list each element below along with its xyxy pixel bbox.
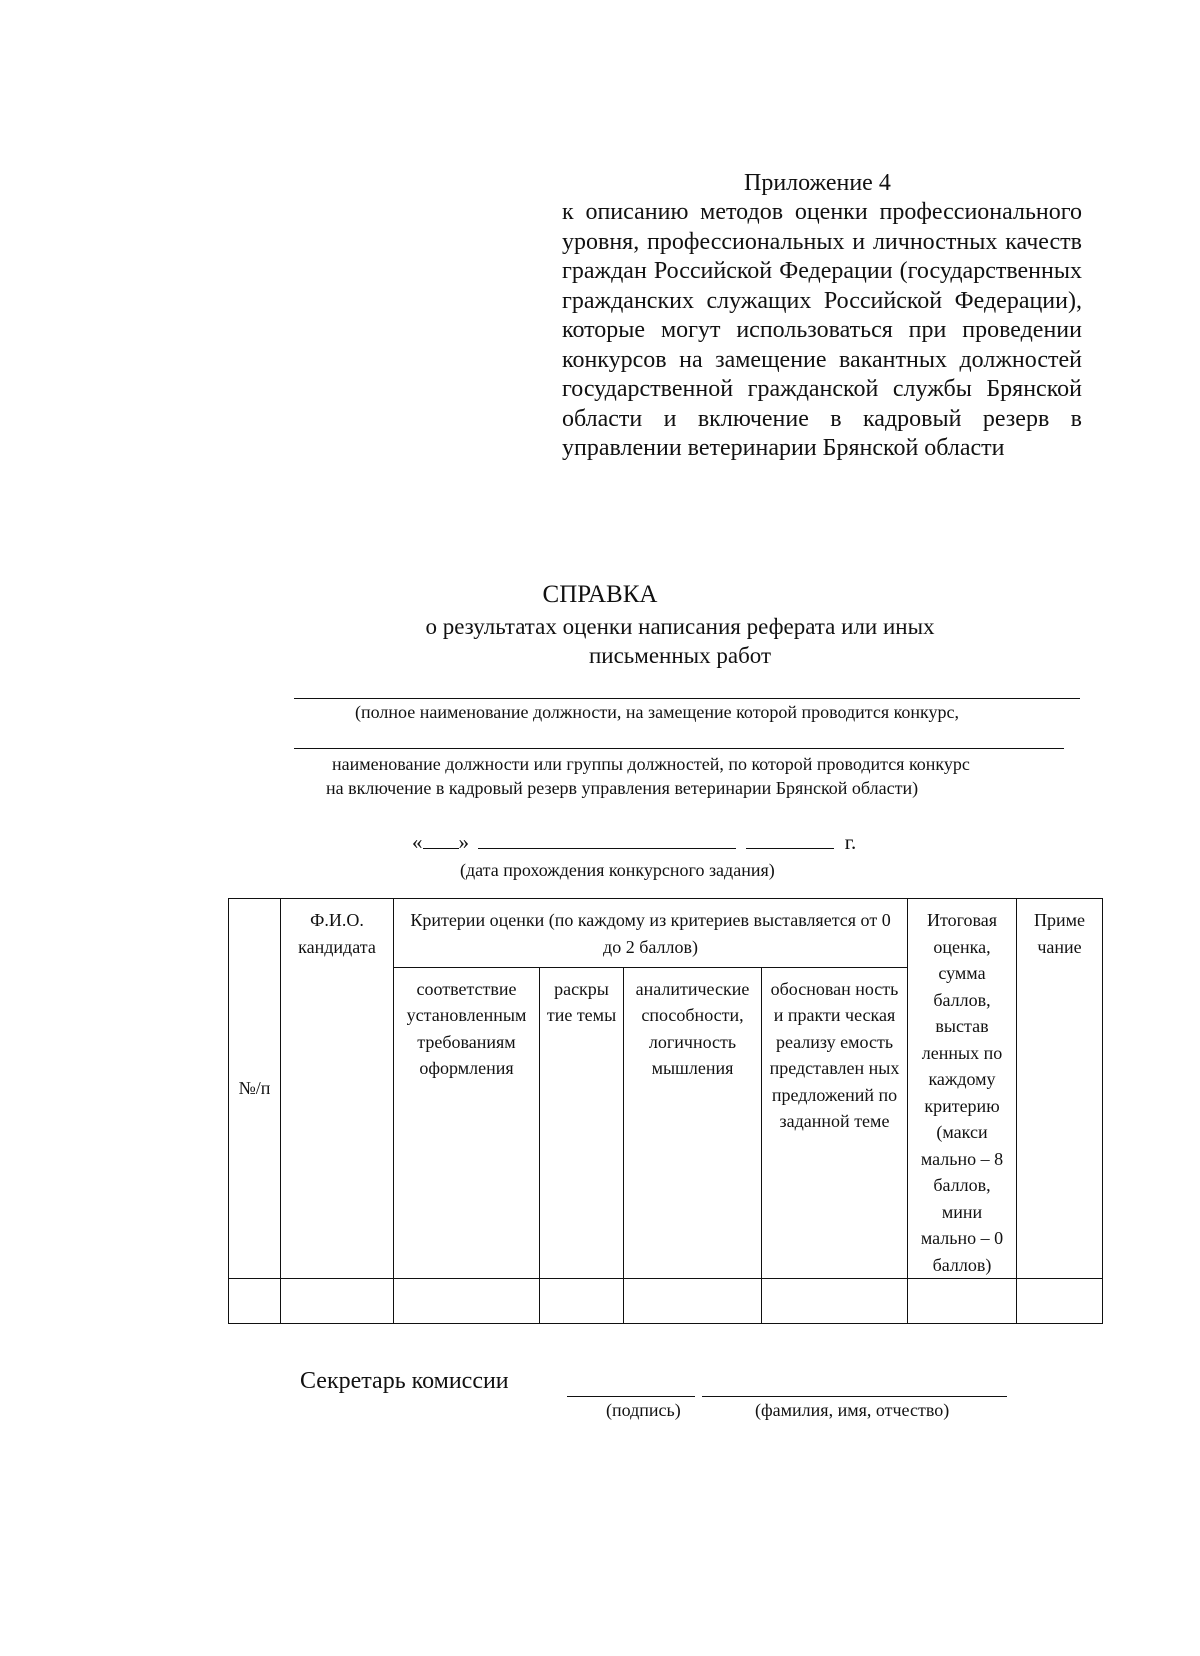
date-open-quote: « [412, 830, 423, 854]
document-subtitle-line-2: письменных работ [588, 643, 772, 668]
position-group-fill-line[interactable] [294, 748, 1064, 749]
header-number: №/п [229, 899, 281, 1279]
date-day-blank[interactable] [423, 830, 459, 849]
header-criterion-formatting: соответствие установленным требованиям оформления [394, 967, 540, 1278]
cell-number[interactable] [229, 1279, 281, 1324]
header-criterion-analytical-skills: аналитические способности, логичность мышления [624, 967, 762, 1278]
fio-line[interactable] [702, 1396, 1007, 1397]
date-month-blank[interactable] [478, 830, 736, 849]
date-year-suffix: г. [844, 830, 857, 854]
header-criterion-topic-coverage: раскры тие темы [540, 967, 624, 1278]
position-fill-line[interactable] [294, 698, 1080, 699]
cell-criterion-formatting[interactable] [394, 1279, 540, 1324]
header-total-score: Итоговая оценка, сумма баллов, выстав ленных по каждому критерию (макси мально – 8 баллов, мини мально – 0 баллов) [908, 899, 1017, 1279]
cell-fio[interactable] [281, 1279, 394, 1324]
date-year-blank[interactable] [746, 830, 834, 849]
cell-criterion-analytical-skills[interactable] [624, 1279, 762, 1324]
header-criteria-group: Критерии оценки (по каждому из критериев выставляется от 0 до 2 баллов) [394, 899, 908, 968]
results-table [228, 898, 1103, 1324]
secretary-label: Секретарь комиссии [300, 1368, 509, 1394]
date-close-quote: » [458, 830, 469, 854]
cell-criterion-topic-coverage[interactable] [540, 1279, 624, 1324]
header-note: Приме чание [1017, 899, 1103, 1279]
date-field [412, 828, 856, 856]
cell-note[interactable] [1017, 1279, 1103, 1324]
cell-criterion-feasibility[interactable] [762, 1279, 908, 1324]
table-row [229, 1279, 1103, 1324]
signature-line[interactable] [567, 1396, 695, 1397]
appendix-title: Приложение 4 [744, 170, 891, 196]
header-fio: Ф.И.О. кандидата [281, 899, 394, 1279]
position-group-caption-line-2: на включение в кадровый резерв управления ветеринарии Брянской области) [326, 778, 919, 798]
signature-caption: (подпись) [606, 1400, 681, 1420]
header-criterion-feasibility: обоснован ность и практи ческая реализу емость представлен ных предложений по заданной теме [762, 967, 908, 1278]
document-subtitle [380, 612, 980, 670]
date-caption: (дата прохождения конкурсного задания) [460, 860, 775, 880]
cell-total-score[interactable] [908, 1279, 1017, 1324]
position-group-caption-line-1: наименование должности или группы должностей, по которой проводится конкурс [332, 754, 970, 774]
position-caption: (полное наименование должности, на замещение которой проводится конкурс, [355, 702, 960, 722]
appendix-description: к описанию методов оценки профессионального уровня, профессиональных и личностных качеств граждан Российской Федерации (государственных гражданских служащих Российской Федерации), которые могут использоваться при проведении конкурсов на замещение вакантных должностей государственной гражданской службы Брянской области и включение в кадровый резерв в управлении ветеринарии Брянской области [562, 199, 1082, 461]
fio-caption: (фамилия, имя, отчество) [755, 1400, 950, 1420]
document-title: СПРАВКА [542, 581, 658, 608]
document-subtitle-line-1: о результатах оценки написания реферата или иных [425, 614, 935, 639]
